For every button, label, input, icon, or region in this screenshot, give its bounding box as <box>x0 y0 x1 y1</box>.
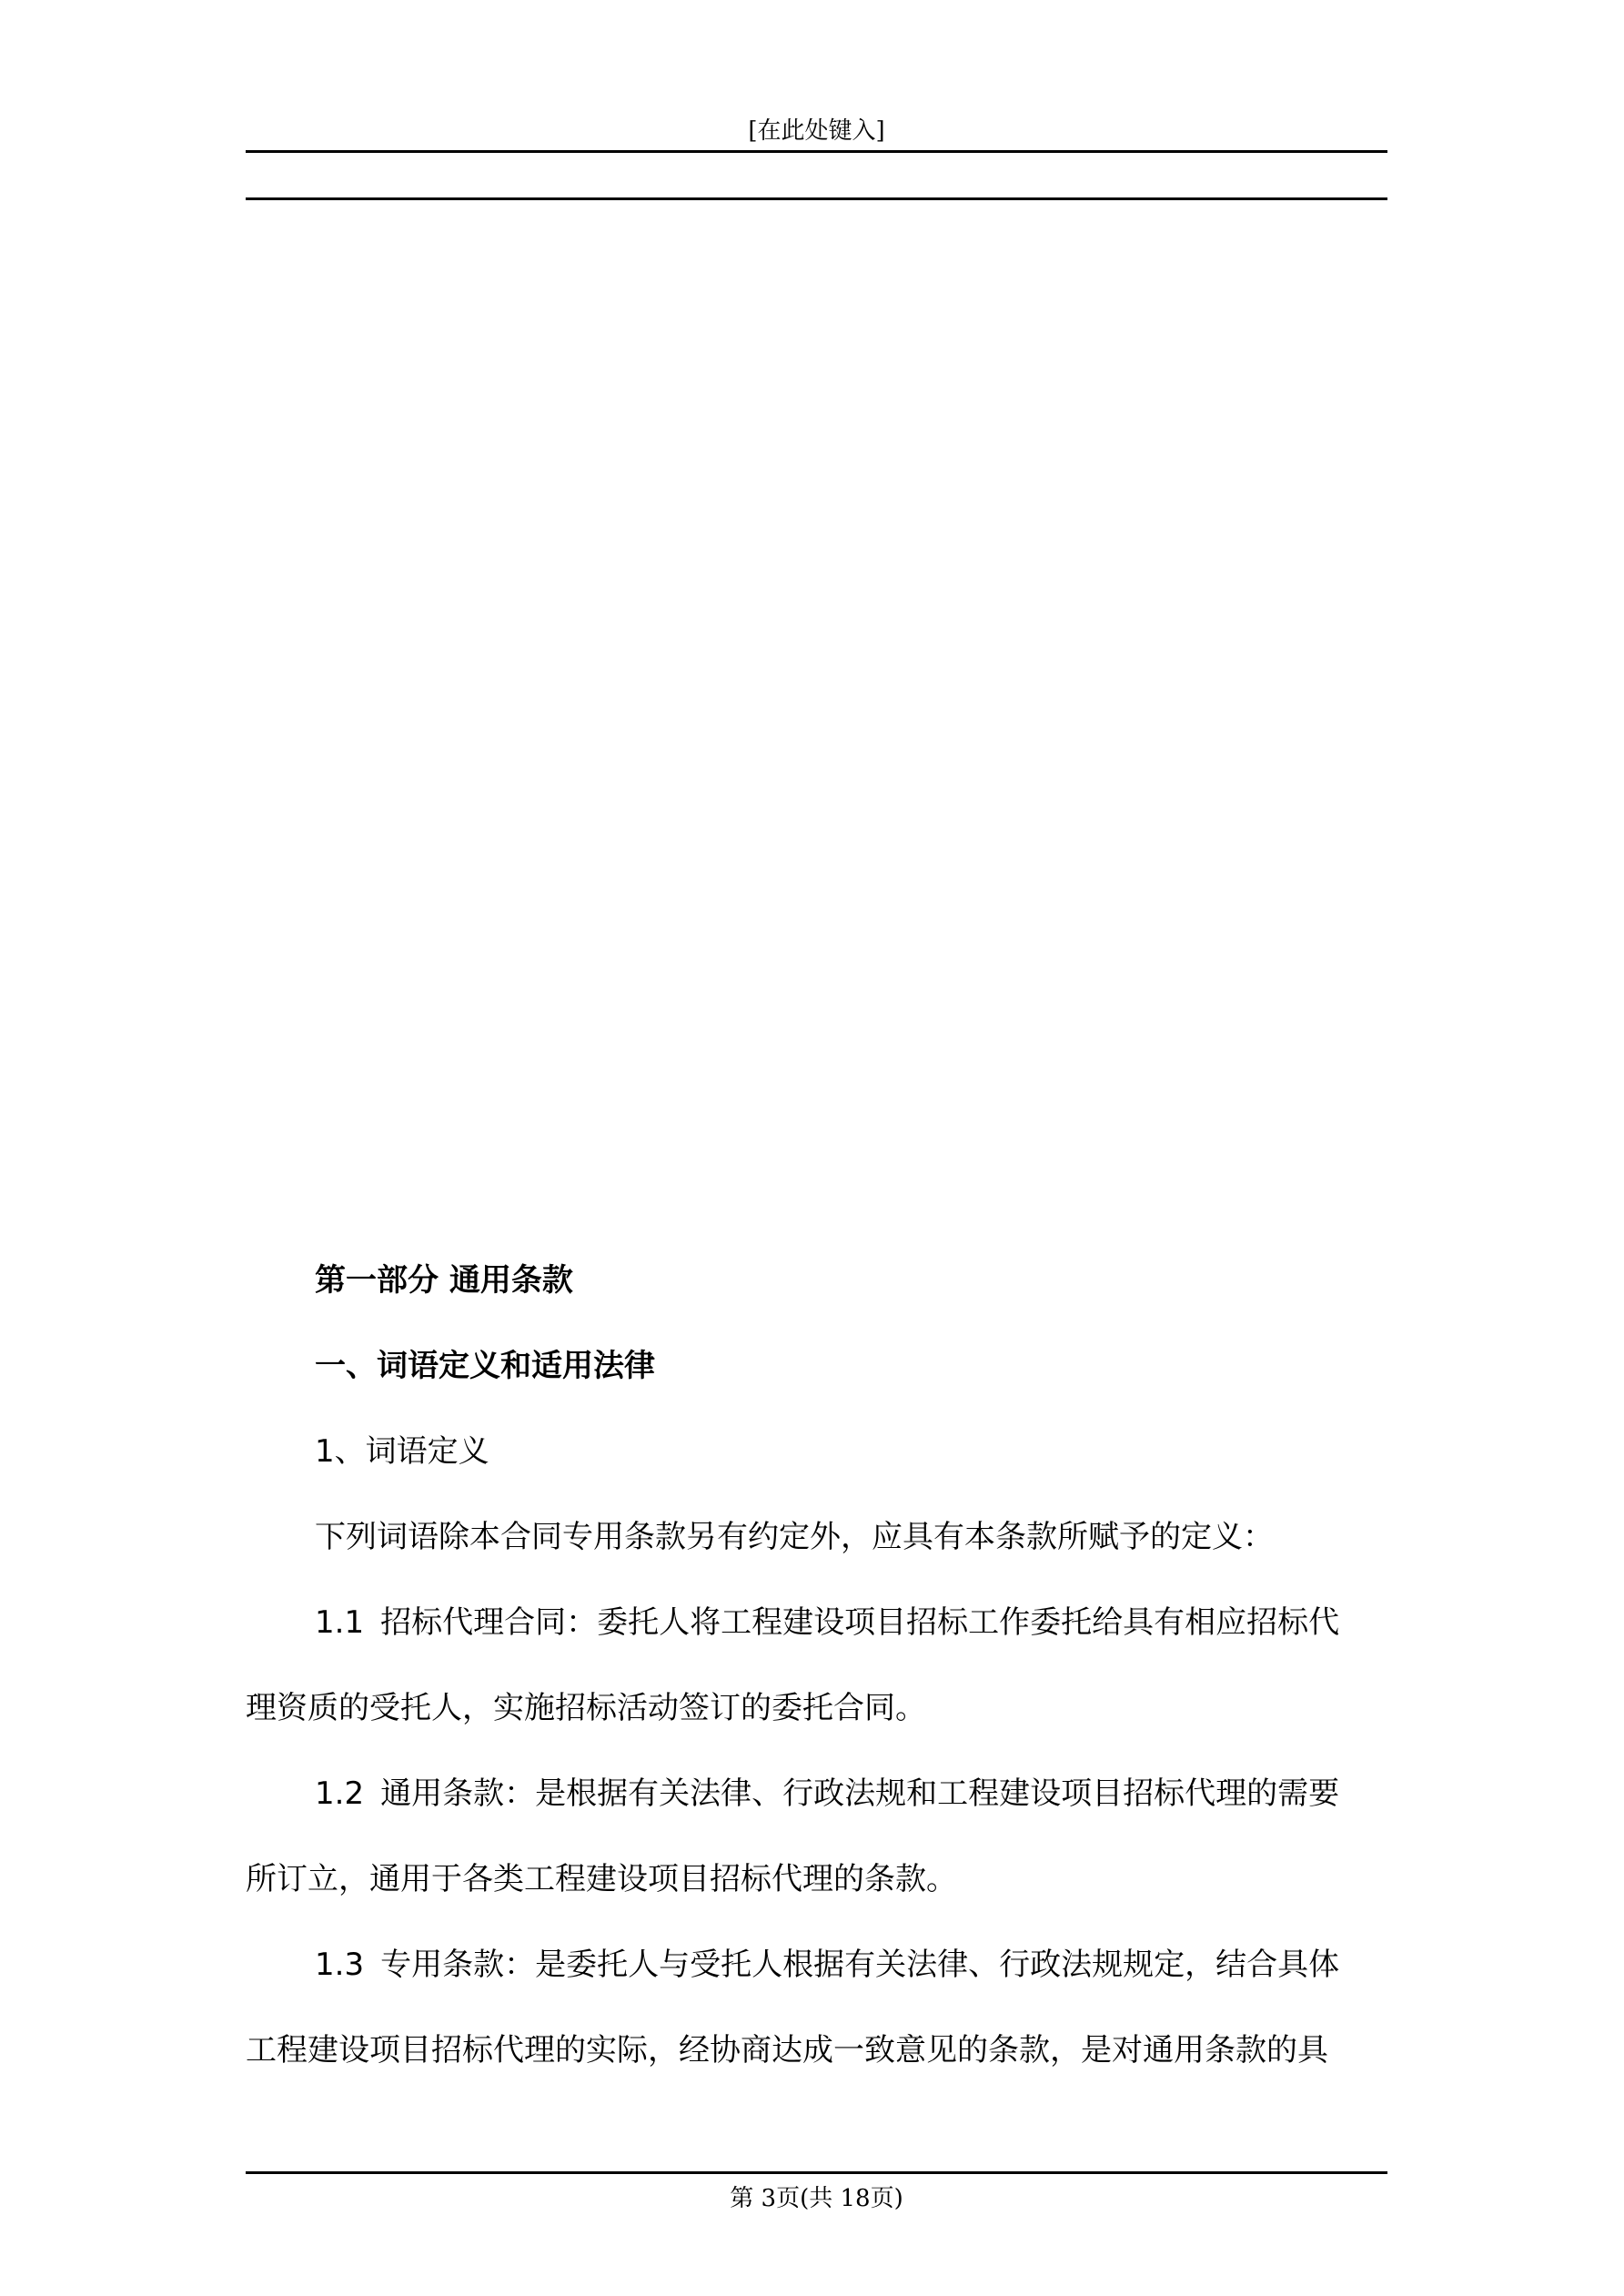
clause-number: 1.3 <box>315 1947 365 1983</box>
clause-1-3 <box>246 1922 1387 2093</box>
part-title: 第一部分 通用条款 <box>315 1262 573 1299</box>
page-number: 第 3页(共 18页) <box>730 2185 903 2212</box>
clause-number: 1.2 <box>315 1775 365 1812</box>
document-body <box>246 1238 1387 2093</box>
clause-number: 1.1 <box>315 1604 365 1641</box>
clause-text: 招标代理合同：委托人将工程建设项目招标工作委托给具有相应招标代 <box>380 1604 1340 1641</box>
clause-continuation: 理资质的受托人，实施招标活动签订的委托合同。 <box>246 1690 926 1726</box>
clause-line <box>246 1580 1387 1665</box>
section-title: 一、词语定义和适用法律 <box>315 1348 655 1384</box>
clause-text: 通用条款：是根据有关法律、行政法规和工程建设项目招标代理的需要 <box>380 1775 1340 1812</box>
intro-paragraph: 下列词语除本合同专用条款另有约定外，应具有本条款所赋予的定义： <box>315 1519 1274 1555</box>
clause-1-1 <box>246 1580 1387 1751</box>
clause-line <box>246 1751 1387 1836</box>
clause-line <box>246 1922 1387 2008</box>
clause-1-2 <box>246 1751 1387 1922</box>
header-rule-top <box>246 150 1387 153</box>
header-placeholder[interactable]: [在此处键入] <box>748 117 885 145</box>
subsection-title: 1、词语定义 <box>315 1433 489 1470</box>
clause-continuation: 工程建设项目招标代理的实际，经协商达成一致意见的条款，是对通用条款的具 <box>246 2032 1328 2068</box>
header-rule-bottom <box>246 197 1387 200</box>
clause-text: 专用条款：是委托人与受托人根据有关法律、行政法规规定，结合具体 <box>380 1947 1340 1983</box>
clause-continuation: 所订立，通用于各类工程建设项目招标代理的条款。 <box>246 1861 957 1897</box>
footer-rule <box>246 2171 1387 2174</box>
